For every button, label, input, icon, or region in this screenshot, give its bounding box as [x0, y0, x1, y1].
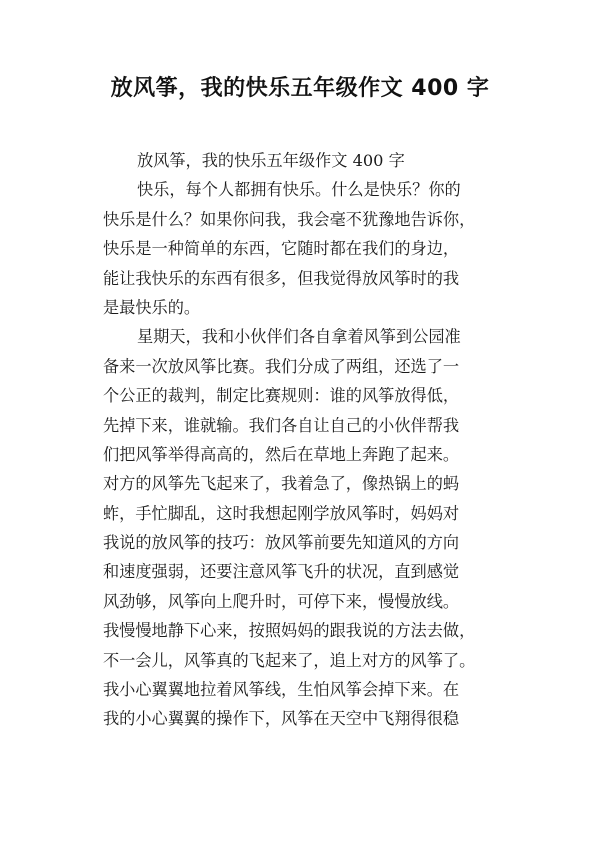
text-line: 不一会儿，风筝真的飞起来了，追上对方的风筝了。	[103, 650, 476, 670]
text-line: 个公正的裁判，制定比赛规则：谁的风筝放得低，	[103, 386, 460, 406]
text-line: 我说的放风筝的技巧：放风筝前要先知道风的方向	[103, 533, 460, 553]
text-line: 快乐，每个人都拥有快乐。什么是快乐？你的	[137, 180, 461, 200]
text-line: 我小心翼翼地拉着风筝线，生怕风筝会掉下来。在	[103, 680, 460, 700]
text-line: 放风筝，我的快乐五年级作文 400 字	[137, 151, 405, 170]
text-line: 是最快乐的。	[103, 297, 201, 317]
document-title: 放风筝，我的快乐五年级作文 400 字	[110, 76, 490, 101]
text-line: 风劲够，风筝向上爬升时，可停下来，慢慢放线。	[103, 591, 460, 611]
text-line: 先掉下来，谁就输。我们各自让自己的小伙伴帮我	[103, 415, 460, 435]
text-line: 快乐是一种简单的东西，它随时都在我们的身边，	[103, 239, 460, 259]
text-line: 我慢慢地静下心来，按照妈妈的跟我说的方法去做，	[103, 621, 476, 641]
text-line: 备来一次放风筝比赛。我们分成了两组，还选了一	[103, 356, 460, 376]
text-line: 能让我快乐的东西有很多，但我觉得放风筝时的我	[103, 268, 460, 288]
text-line: 快乐是什么？如果你问我，我会毫不犹豫地告诉你，	[103, 209, 476, 229]
text-line: 我的小心翼翼的操作下，风筝在天空中飞翔得很稳	[103, 709, 460, 729]
text-line: 星期天，我和小伙伴们各自拿着风筝到公园准	[137, 327, 461, 347]
text-line: 们把风筝举得高高的，然后在草地上奔跑了起来。	[103, 444, 460, 464]
text-line: 和速度强弱，还要注意风筝飞升的状况，直到感觉	[103, 562, 460, 582]
text-line: 蚱，手忙脚乱，这时我想起刚学放风筝时，妈妈对	[103, 503, 460, 523]
text-line: 对方的风筝先飞起来了，我着急了，像热锅上的蚂	[103, 474, 460, 494]
document-body	[103, 146, 523, 734]
